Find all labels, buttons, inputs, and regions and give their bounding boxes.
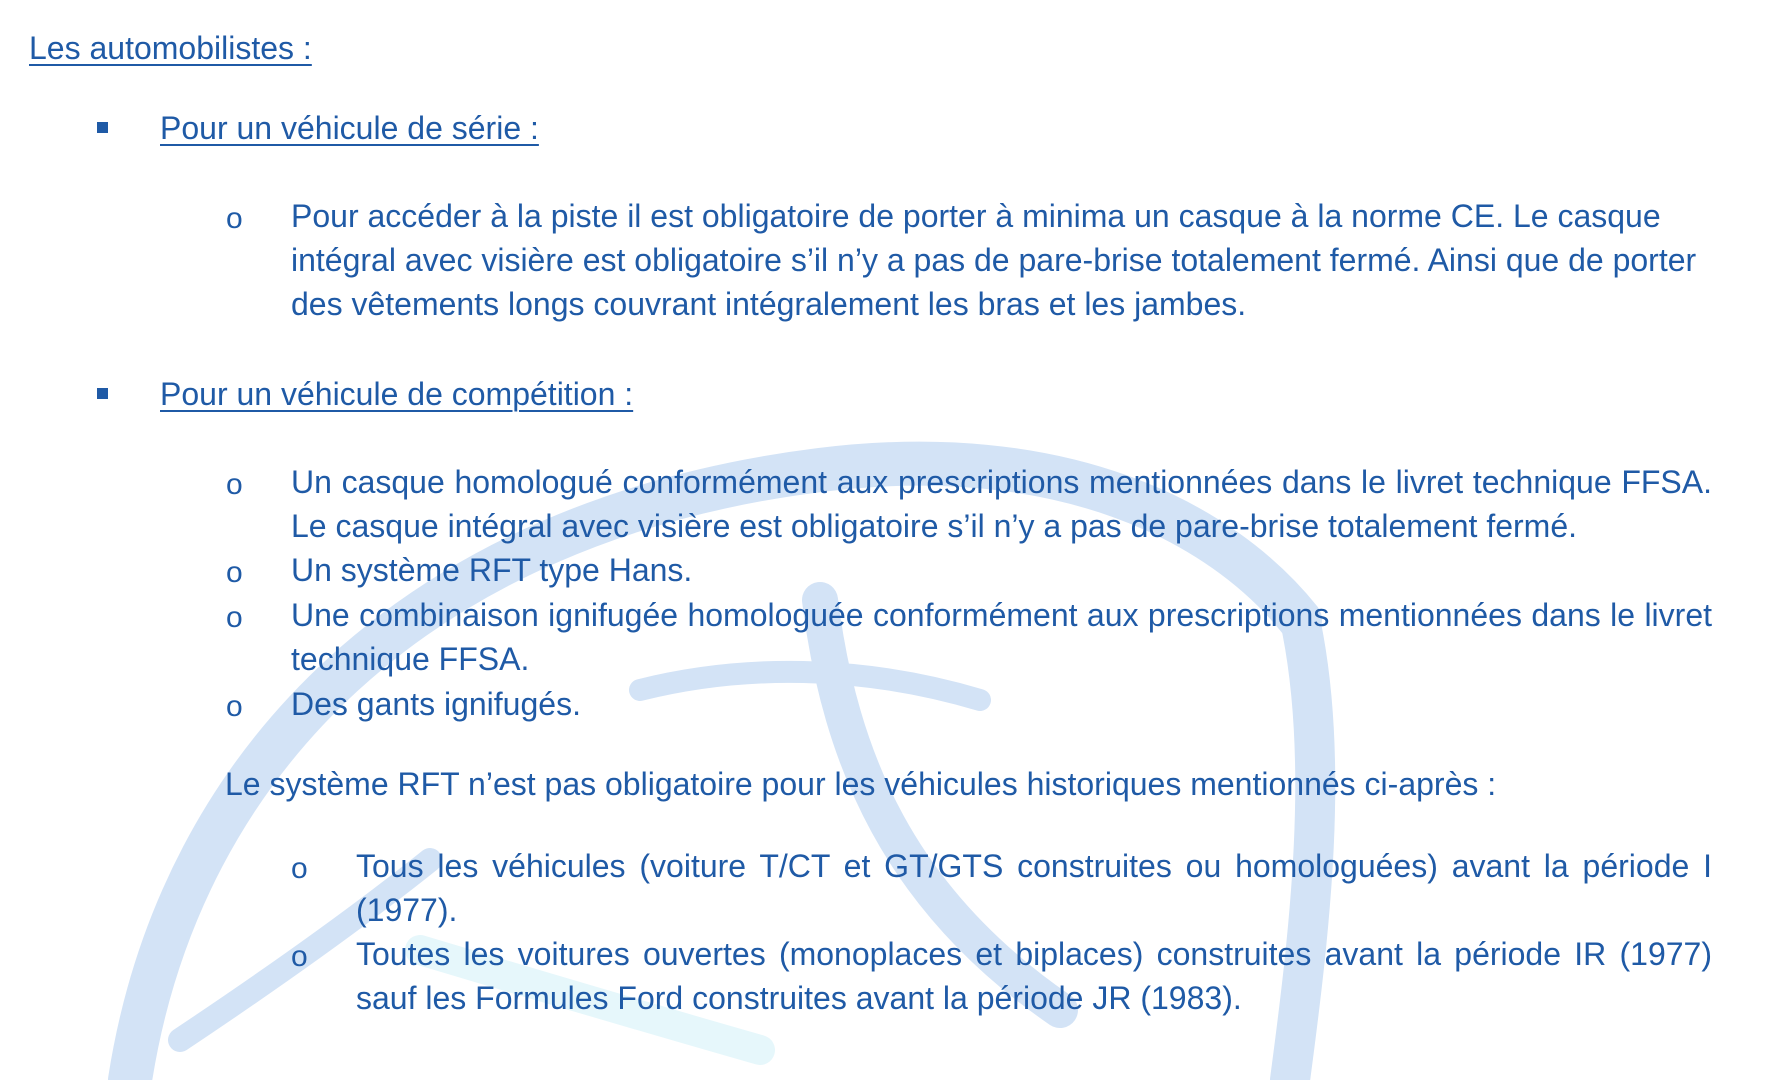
- list-item: Toutes les voitures ouvertes (monoplaces et biplaces) construites avant la période IR (1977) sauf les Formules Ford construites avant la période JR (1983).: [356, 936, 1712, 1016]
- section-heading: Les automobilistes :: [29, 30, 312, 66]
- circle-bullet-icon: o: [291, 940, 308, 973]
- circle-bullet-icon: o: [226, 468, 243, 501]
- circle-bullet-icon: o: [291, 852, 308, 885]
- circle-bullet-icon: o: [226, 202, 243, 235]
- list-item: Pour accéder à la piste il est obligatoire de porter à minima un casque à la norme CE. Le casque intégral avec visière est obligatoire s’il n’y a pas de pare-brise totalement fermé. Ainsi que de porter des vêtements longs couvrant intégralement les bras et les jambes.: [291, 198, 1697, 322]
- list-item: Une combinaison ignifugée homologuée conformément aux prescriptions mentionnées dans le livret technique FFSA.: [291, 597, 1712, 677]
- historic-note: Le système RFT n’est pas obligatoire pour les véhicules historiques mentionnés ci-après :: [225, 766, 1497, 802]
- circle-bullet-icon: o: [226, 601, 243, 634]
- section-title-serie: Pour un véhicule de série :: [160, 110, 539, 146]
- circle-bullet-icon: o: [226, 690, 243, 723]
- circle-bullet-icon: o: [226, 556, 243, 589]
- square-bullet-icon: [97, 388, 108, 399]
- list-item: Un casque homologué conformément aux prescriptions mentionnées dans le livret technique FFSA. Le casque intégral avec visière est obligatoire s’il n’y a pas de pare-brise totalement fermé.: [291, 464, 1712, 544]
- section-title-competition: Pour un véhicule de compétition :: [160, 376, 634, 412]
- square-bullet-icon: [97, 122, 108, 133]
- list-item: Un système RFT type Hans.: [291, 552, 693, 588]
- list-item: Des gants ignifugés.: [291, 686, 581, 722]
- list-item: Tous les véhicules (voiture T/CT et GT/GTS construites ou homologuées) avant la période I (1977).: [356, 848, 1712, 928]
